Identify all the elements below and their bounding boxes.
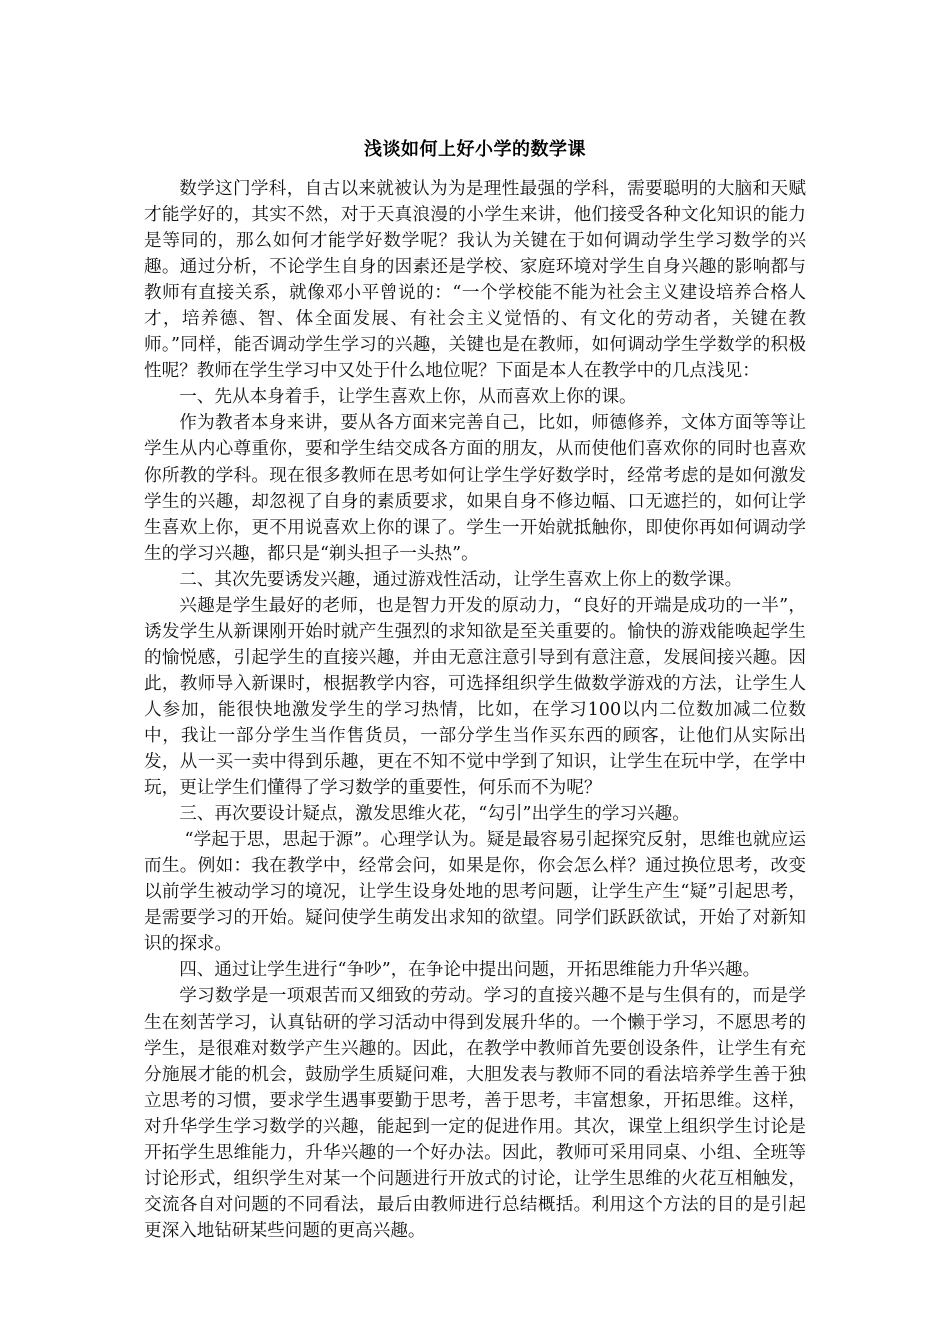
paragraph-section-4: 学习数学是一项艰苦而又细致的劳动。学习的直接兴趣不是与生俱有的，而是学生在刻苦学习，认真钻研的学习活动中得到发展升华的。一个懒于学习，不愿思考的学生，是很难对数学产生兴趣的。因此，在教学中教师首先要创设条件，让学生有充分施展才能的机会，鼓励学生质疑问难，大胆发表与教师不同的看法培养学生善于独立思考的习惯，要求学生遇事要勤于思考，善于思考，丰富想象，开拓思维。这样，对升华学生学习数学的兴趣，能起到一定的促进作用。其次，课堂上组织学生讨论是开拓学生思维能力，升华兴趣的一个好办法。因此，教师可采用同桌、小组、全班等讨论形式，组织学生对某一个问题进行开放式的讨论，让学生思维的火花互相触发，交流各自对问题的不同看法，最后由教师进行总结概括。利用这个方法的目的是引起更深入地钻研某些问题的更高兴趣。 <box>144 986 806 1241</box>
document-body <box>144 176 806 1244</box>
paragraph-section-1: 作为教者本身来讲，要从各方面来完善自己，比如，师德修养，文体方面等等让学生从内心尊重你，要和学生结交成各方面的朋友，从而使他们喜欢你的同时也喜欢你所教的学科。现在很多教师在思考如何让学生学好数学时，经常考虑的是如何激发学生的兴趣，却忽视了自身的素质要求，如果自身不修边幅、口无遮拦的，如何让学生喜欢上你，更不用说喜欢上你的课了。学生一开始就抵触你，即使你再如何调动学生的学习兴趣，都只是“剃头担子一头热”。 <box>144 413 806 564</box>
section-heading-3: 三、再次要设计疑点，激发思维火花，“勾引”出学生的学习兴趣。 <box>179 804 690 825</box>
section-heading-2: 二、其次先要诱发兴趣，通过游戏性活动，让学生喜欢上你上的数学课。 <box>179 569 743 590</box>
section-heading-1: 一、先从本身着手，让学生喜欢上你，从而喜欢上你的课。 <box>179 387 637 408</box>
paragraph-section-3: “学起于思，思起于源”。心理学认为。疑是最容易引起探究反射，思维也就应运而生。例如：我在教学中，经常会问，如果是你，你会怎么样？通过换位思考，改变以前学生被动学习的境况，让学生设身处地的思考问题，让学生产生“疑”引起思考，是需要学习的开始。疑问使学生萌发出求知的欲望。同学们跃跃欲试，开始了对新知识的探求。 <box>144 830 806 955</box>
paragraph-section-2: 兴趣是学生最好的老师，也是智力开发的原动力，“良好的开端是成功的一半”，诱发学生从新课刚开始时就产生强烈的求知欲是至关重要的。愉快的游戏能唤起学生的愉悦感，引起学生的直接兴趣，并由无意注意引导到有意注意，发展间接兴趣。因此，教师导入新课时，根据教学内容，可选择组织学生做数学游戏的方法，让学生人人参加，能很快地激发学生的学习热情，比如，在学习100以内二位数加减二位数中，我让一部分学生当作售货员，一部分学生当作买东西的顾客，让他们从实际出发，从一买一卖中得到乐趣，更在不知不觉中学到了知识，让学生在玩中学，在学中玩，更让学生们懂得了学习数学的重要性，何乐而不为呢？ <box>144 595 806 799</box>
paragraph-intro: 数学这门学科，自古以来就被认为为是理性最强的学科，需要聪明的大脑和天赋才能学好的，其实不然，对于天真浪漫的小学生来讲，他们接受各种文化知识的能力是等同的，那么如何才能学好数学呢？我认为关键在于如何调动学生学习数学的兴趣。通过分析，不论学生自身的因素还是学校、家庭环境对学生自身兴趣的影响都与教师有直接关系，就像邓小平曾说的：“一个学校能不能为社会主义建设培养合格人才，培养德、智、体全面发展、有社会主义觉悟的、有文化的劳动者，关键在教师。”同样，能否调动学生学习的兴趣，关键也是在教师，如何调动学生学数学的积极性呢？教师在学生学习中又处于什么地位呢？下面是本人在教学中的几点浅见： <box>144 179 806 382</box>
document-title: 浅谈如何上好小学的数学课 <box>364 139 586 160</box>
section-heading-4: 四、通过让学生进行“争吵”，在争论中提出问题，开拓思维能力升华兴趣。 <box>179 960 761 981</box>
